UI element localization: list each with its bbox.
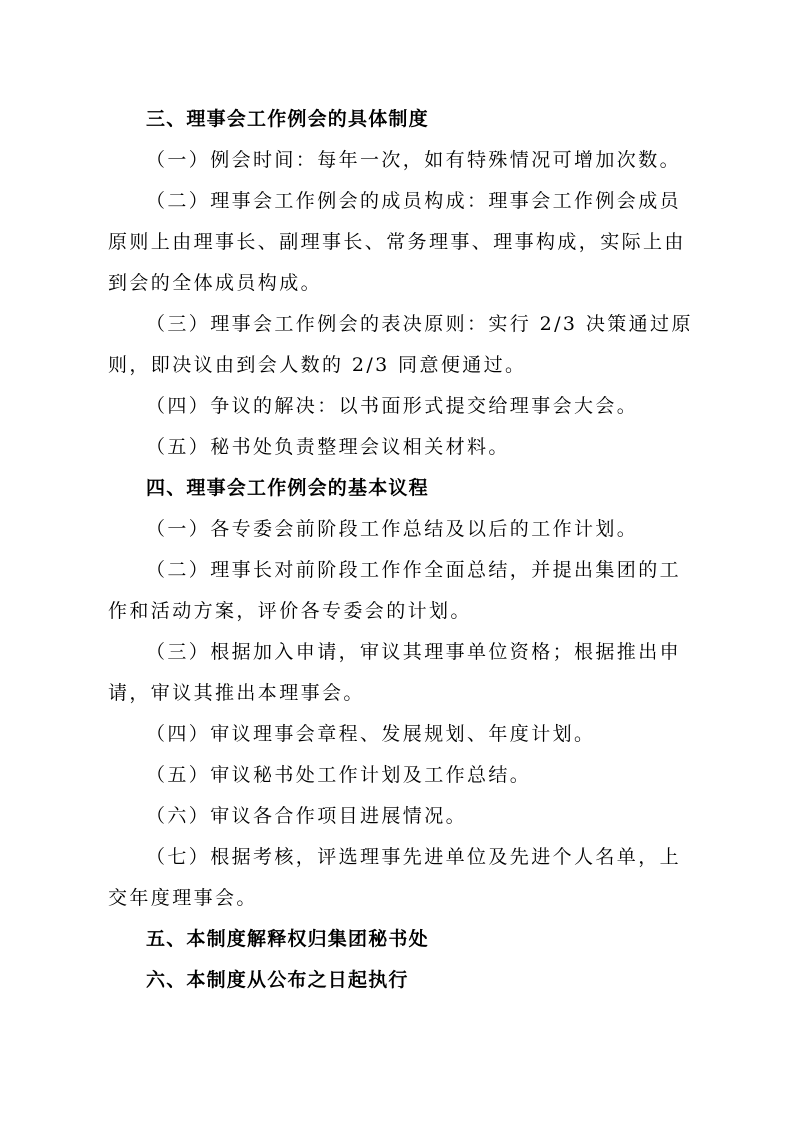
section-4-item-4: （四）审议理事会章程、发展规划、年度计划。	[146, 723, 596, 745]
document-page	[108, 99, 693, 1001]
section-3-item-2-line-1: （二）理事会工作例会的成员构成：理事会工作例会成员	[146, 190, 682, 212]
section-heading-4: 四、理事会工作例会的基本议程	[146, 477, 429, 499]
section-4-item-7-line-2: 交年度理事会。	[108, 887, 258, 909]
section-3-item-2-line-3: 到会的全体成员构成。	[108, 272, 323, 294]
section-heading-5: 五、本制度解释权归集团秘书处	[146, 928, 429, 950]
section-4-item-6: （六）审议各合作项目进展情况。	[146, 805, 468, 827]
section-4-item-2-line-2: 作和活动方案，评价各专委会的计划。	[108, 600, 472, 622]
section-3-item-4: （四）争议的解决：以书面形式提交给理事会大会。	[146, 395, 639, 417]
section-3-item-5: （五）秘书处负责整理会议相关材料。	[146, 436, 510, 458]
section-3-item-1: （一）例会时间：每年一次，如有特殊情况可增加次数。	[146, 149, 682, 171]
section-4-item-2-line-1: （二）理事长对前阶段工作作全面总结，并提出集团的工	[146, 559, 682, 581]
section-3-item-3-line-1: （三）理事会工作例会的表决原则：实行 2/3 决策通过原	[146, 313, 693, 335]
section-3-item-2-line-2: 原则上由理事长、副理事长、常务理事、理事构成，实际上由	[108, 231, 686, 253]
section-heading-3: 三、理事会工作例会的具体制度	[146, 108, 429, 130]
section-4-item-5: （五）审议秘书处工作计划及工作总结。	[146, 764, 532, 786]
section-4-item-7-line-1: （七）根据考核，评选理事先进单位及先进个人名单，上	[146, 846, 682, 868]
section-4-item-3-line-2: 请，审议其推出本理事会。	[108, 682, 365, 704]
section-heading-6: 六、本制度从公布之日起执行	[146, 969, 409, 991]
section-3-item-3-line-2: 则，即决议由到会人数的 2/3 同意便通过。	[108, 354, 527, 376]
section-4-item-1: （一）各专委会前阶段工作总结及以后的工作计划。	[146, 518, 639, 540]
section-4-item-3-line-1: （三）根据加入申请，审议其理事单位资格；根据推出申	[146, 641, 682, 663]
